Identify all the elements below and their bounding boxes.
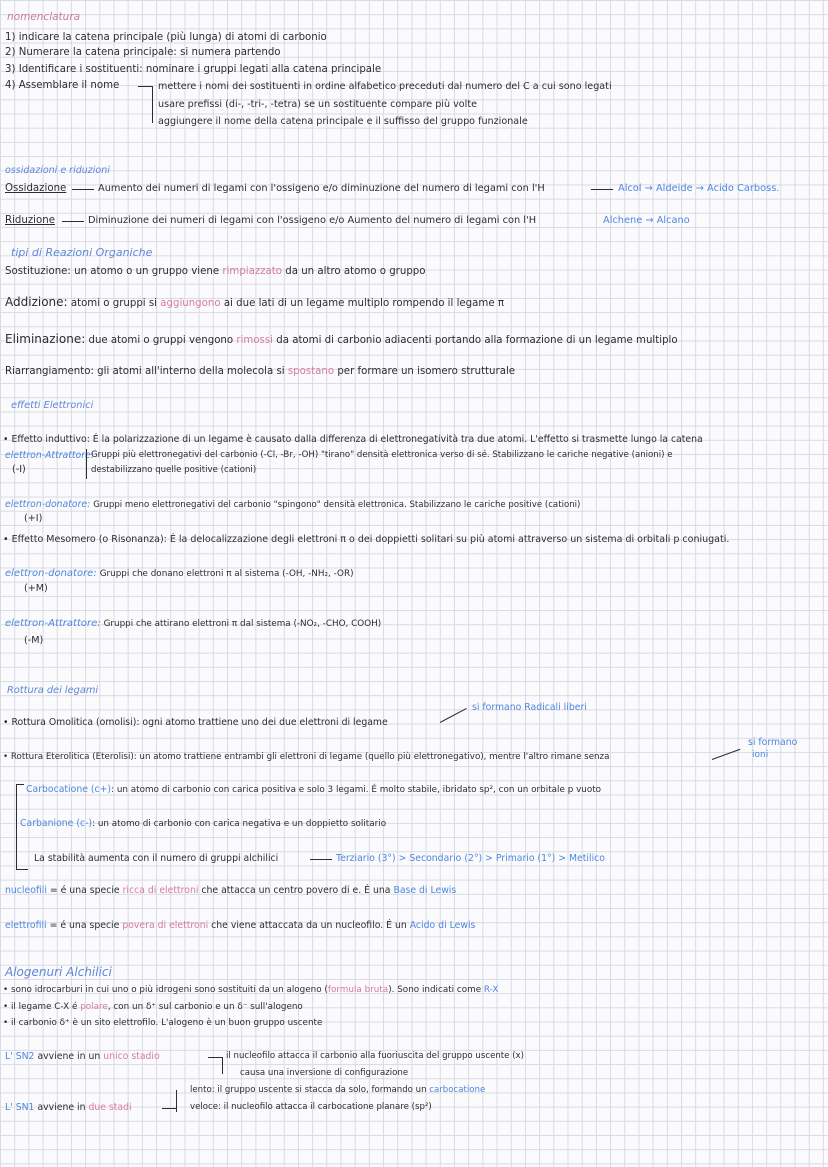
omolitica-result: si formano Radicali liberi (472, 702, 587, 713)
rotture-title: Rottura dei legami (7, 685, 99, 696)
sn2-text: avviene in un (37, 1051, 101, 1062)
alogenuri-end: R-X (483, 985, 499, 995)
elettrofili-line (5, 919, 475, 932)
alogenuri-key: formula bruta (327, 985, 389, 995)
sn2-rule-1: il nucleofilo attacca il carbonio alla fuoriuscita del gruppo uscente (x) (226, 1051, 524, 1061)
reazione-text: da un altro atomo o gruppo (285, 266, 426, 277)
elettrofili-text: che viene attaccata da un nucleofilo. É un (211, 920, 407, 931)
sn1-bracket-tick (162, 1108, 176, 1109)
donatore-text: Gruppi meno elettronegativi del carbonio "spingono" densità elettronica. Stabilizzano le cariche positive (cationi) (93, 500, 581, 510)
assemble-bracket (152, 86, 153, 123)
alogenuri-text: • il legame C-X é (3, 1002, 78, 1012)
carbanione-line (20, 817, 386, 831)
step-3: 3) Identificare i sostituenti: nominare i gruppi legati alla catena principale (5, 64, 382, 75)
stab-arrow (16, 869, 28, 870)
sn1-key: due stadi (88, 1102, 132, 1113)
nucleofili-end: Base di Lewis (393, 885, 457, 896)
reazione-text: un atomo o un gruppo viene (74, 266, 220, 277)
rottura-omolitica: • Rottura Omolitica (omolisi): ogni atomo trattiene uno dei due elettroni di legame (3, 717, 388, 728)
reazione-text: due atomi o gruppi vengono (88, 335, 234, 346)
nomenclatura-title: nomenclatura (7, 11, 81, 23)
eterolitica-result-1: si formano (748, 737, 798, 748)
carbocatione-text: : un atomo di carbonio con carica positiva e solo 3 legami. É molto stabile, ibridato sp², con un orbitale p vuoto (111, 785, 602, 795)
m-donatore-line (5, 567, 354, 581)
reazioni-title: tipi di Reazioni Organiche (11, 246, 153, 259)
attrattore-text-1: Gruppi più elettronegativi del carbonio (-Cl, -Br, -OH) "tirano" densità elettronica verso di sé. Stabilizzano le cariche negative (anioni) e (91, 450, 673, 460)
elettrofili-term: elettrofili (5, 920, 47, 931)
reazione-text: da atomi di carbonio adiacenti portando alla formazione di un legame multiplo (276, 335, 678, 346)
arrow-icon (310, 859, 332, 860)
sn1-rule-1 (190, 1084, 485, 1097)
m-attrattore-label: elettron-Attrattore: (5, 618, 101, 629)
sn1-label: L' SN1 (5, 1102, 35, 1113)
effetto-induttivo: • Effetto induttivo: É la polarizzazione di un legame è causato dalla differenza di elettronegatività tra due atomi. L'effetto si trasmette lungo la catena (3, 434, 703, 445)
effetto-mesomero: • Effetto Mesomero (o Risonanza): É la delocalizzazione degli elettroni π o dei doppietti solitari su più atomi attraverso un sistema di orbitali p coniugati. (3, 534, 730, 545)
alogenuri-bullet-3: • il carbonio δ⁺ è un sito elettrofilo. L'alogeno è un buon gruppo uscente (3, 1018, 323, 1028)
arrow-icon (72, 189, 94, 190)
donatore-line (5, 498, 580, 512)
reazione-term: Eliminazione: (5, 332, 86, 346)
alogenuri-title: Alogenuri Alchilici (5, 965, 112, 979)
elettrofili-text: = é una specie (49, 920, 120, 931)
m-attrattore-line (5, 617, 381, 631)
sn1-bracket (176, 1090, 177, 1112)
alogenuri-text: , con un δ⁺ sul carbonio e un δ⁻ sull'alogeno (107, 1002, 303, 1012)
sn2-bracket (222, 1057, 223, 1074)
nucleofili-text: che attacca un centro povero di e. É una (201, 885, 391, 896)
effetti-title: effetti Elettronici (11, 400, 94, 411)
sn1-rule-2: veloce: il nucleofilo attacca il carbocatione planare (sp²) (190, 1102, 432, 1112)
reazione-key: rimpiazzato (222, 266, 283, 277)
attrattore-text-2: destabilizzano quelle positive (cationi) (91, 465, 257, 475)
ossidazione-text: Aumento dei numeri di legami con l'ossigeno e/o diminuzione del numero di legami con l'H (98, 183, 545, 194)
m-attrattore-tag: (-M) (24, 635, 44, 646)
eterolitica-result-2: ioni (752, 750, 769, 760)
step-2: 2) Numerare la catena principale: si numera partendo (5, 47, 281, 58)
reazione-text: atomi o gruppi si (70, 298, 158, 309)
ossidazione-chain: Alcol → Aldeide → Acido Carboss. (618, 183, 780, 194)
reazione-eliminazione (5, 333, 678, 347)
reazione-term: Sostituzione: (5, 266, 71, 277)
nucleofili-text: = é una specie (49, 885, 120, 896)
elettrofili-end: Acido di Lewis (409, 920, 476, 931)
assemble-rule-2: usare prefissi (di-, -tri-, -tetra) se un sostituente compare più volte (158, 99, 477, 110)
arrow-icon (591, 189, 613, 190)
riduzione-chain: Alchene → Alcano (603, 215, 690, 226)
attrattore-tag: (-I) (12, 464, 26, 475)
reazione-key: aggiungono (160, 298, 221, 309)
alogenuri-text: ). Sono indicati come (388, 985, 482, 995)
attrattore-bracket (86, 449, 87, 479)
carbo-bracket-tick (16, 784, 24, 785)
reazione-sostituzione (5, 265, 426, 278)
assemble-rule-1: mettere i nomi dei sostituenti in ordine alfabetico preceduti dal numero del C a cui sono legati (158, 81, 612, 92)
reazione-term: Riarrangiamento: (5, 366, 94, 377)
attrattore-label: elettron-Attrattore: (5, 450, 94, 461)
riduzione-term: Riduzione (5, 215, 55, 226)
stabilita-order: Terziario (3°) > Secondario (2°) > Primario (1°) > Metilico (336, 853, 605, 864)
alogenuri-text: • sono idrocarburi in cui uno o più idrogeni sono sostituiti da un alogeno ( (3, 985, 328, 995)
elettrofili-key: povera di elettroni (122, 920, 209, 931)
assemble-bracket-tick (138, 86, 152, 87)
reazione-text: ai due lati di un legame multiplo rompendo il legame π (223, 298, 504, 309)
rottura-eterolitica: • Rottura Eterolitica (Eterolisi): un atomo trattiene entrambi gli elettroni di legame (quello più elettronegativo), mentre l'altro rimane senza (3, 752, 610, 762)
step-4: 4) Assemblare il nome (5, 80, 120, 91)
m-donatore-label: elettron-donatore: (5, 568, 97, 579)
nucleofili-key: ricca di elettroni (122, 885, 199, 896)
carbocatione-label: Carbocatione (c+) (26, 784, 112, 795)
sn2-line (5, 1050, 160, 1063)
m-donatore-tag: (+M) (24, 583, 48, 594)
sn2-key: unico stadio (103, 1051, 160, 1062)
m-attrattore-text: Gruppi che attirano elettroni π dal sistema (-NO₂, -CHO, COOH) (103, 619, 382, 629)
arrow-icon (712, 749, 741, 760)
sn1-rule-text: lento: il gruppo uscente si stacca da solo, formando un (190, 1085, 427, 1095)
assemble-rule-3: aggiungere il nome della catena principale e il suffisso del gruppo funzionale (158, 116, 528, 127)
reazione-text: per formare un isomero strutturale (337, 366, 516, 377)
ossidazione-term: Ossidazione (5, 183, 67, 194)
carbo-bracket (16, 784, 17, 870)
ossidazione-title: ossidazioni e riduzioni (5, 165, 110, 176)
alogenuri-bullet-1 (3, 984, 498, 997)
arrow-icon (440, 708, 467, 723)
step-1: 1) indicare la catena principale (più lunga) di atomi di carbonio (5, 32, 327, 43)
reazione-term: Addizione: (5, 295, 68, 309)
nucleofili-line (5, 884, 456, 897)
reazione-addizione (5, 296, 504, 310)
reazione-text: gli atomi all'interno della molecola si (97, 366, 285, 377)
reazione-key: spostano (287, 366, 335, 377)
alogenuri-bullet-2 (3, 1001, 303, 1014)
riduzione-text: Diminuzione dei numeri di legami con l'ossigeno e/o Aumento del numero di legami con l'H (88, 215, 537, 226)
sn1-rule-key: carbocatione (429, 1085, 486, 1095)
arrow-icon (62, 221, 84, 222)
alogenuri-key: polare (80, 1002, 108, 1012)
carbocatione-line (26, 783, 601, 797)
stabilita-text: La stabilità aumenta con il numero di gruppi alchilici (34, 853, 279, 864)
reazione-key: rimossi (236, 335, 273, 346)
carbanione-text: : un atomo di carbonio con carica negativa e un doppietto solitario (92, 819, 387, 829)
m-donatore-text: Gruppi che donano elettroni π al sistema (-OH, -NH₂, -OR) (99, 569, 354, 579)
sn1-line (5, 1101, 132, 1114)
nucleofili-term: nucleofili (5, 885, 47, 896)
donatore-tag: (+I) (24, 513, 43, 524)
sn2-label: L' SN2 (5, 1051, 35, 1062)
sn1-text: avviene in (37, 1102, 86, 1113)
carbanione-label: Carbanione (c-) (20, 818, 93, 829)
sn2-bracket-tick (208, 1057, 222, 1058)
donatore-label: elettron-donatore: (5, 499, 91, 510)
sn2-rule-2: causa una inversione di configurazione (240, 1068, 409, 1078)
reazione-riarrangiamento (5, 365, 515, 378)
